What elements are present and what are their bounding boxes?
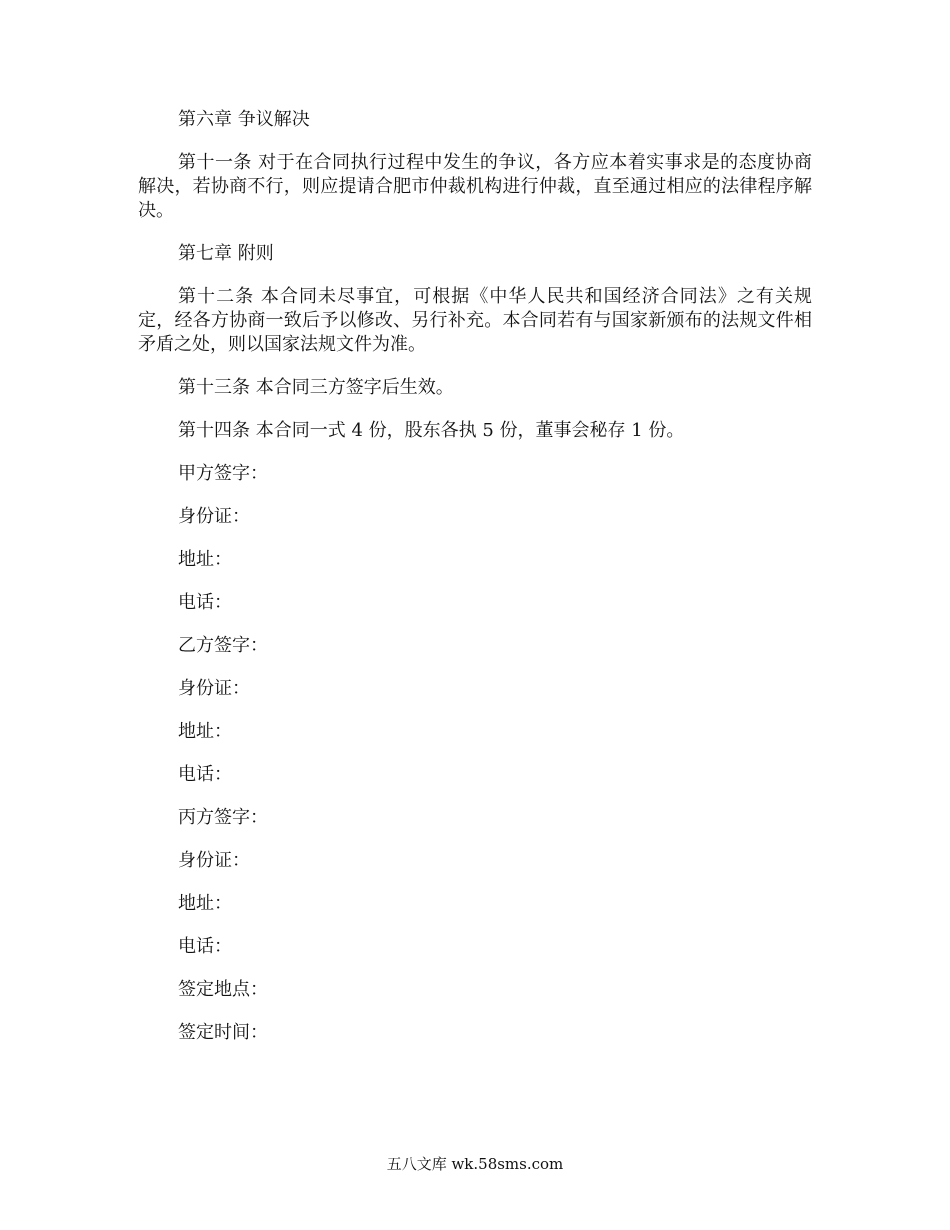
party-b-id-label: 身份证： — [178, 678, 250, 699]
party-c-id-label: 身份证： — [178, 850, 250, 871]
party-b-phone-label: 电话： — [178, 764, 232, 785]
party-b-signature-label: 乙方签字： — [178, 635, 268, 656]
signing-place-label: 签定地点： — [178, 979, 268, 1000]
party-c-phone-label: 电话： — [178, 936, 232, 957]
party-a-signature-label: 甲方签字： — [178, 463, 268, 484]
party-b-address-label: 地址： — [178, 721, 232, 742]
page-footer: 五八文库 wk.58sms.com — [386, 1155, 564, 1173]
article-14: 第十四条 本合同一式 4 份，股东各执 5 份，董事会秘存 1 份。 — [178, 420, 685, 441]
party-c-signature-label: 丙方签字： — [178, 807, 268, 828]
signing-time-label: 签定时间： — [178, 1022, 268, 1043]
article-12: 第十二条 本合同未尽事宜，可根据《中华人民共和国经济合同法》之有关规定，经各方协商一致后予以修改、另行补充。本合同若有与国家新颁布的法规文件相矛盾之处，则以国家法规文件为准。 — [138, 286, 812, 355]
party-a-id-label: 身份证： — [178, 506, 250, 527]
party-a-phone-label: 电话： — [178, 592, 232, 613]
document-body — [138, 108, 812, 1064]
chapter-6-heading: 第六章 争议解决 — [178, 109, 310, 130]
article-11: 第十一条 对于在合同执行过程中发生的争议，各方应本着实事求是的态度协商解决，若协商不行，则应提请合肥市仲裁机构进行仲裁，直至通过相应的法律程序解决。 — [138, 152, 812, 221]
party-a-address-label: 地址： — [178, 549, 232, 570]
party-c-address-label: 地址： — [178, 893, 232, 914]
chapter-7-heading: 第七章 附则 — [178, 243, 274, 264]
article-13: 第十三条 本合同三方签字后生效。 — [178, 377, 454, 398]
